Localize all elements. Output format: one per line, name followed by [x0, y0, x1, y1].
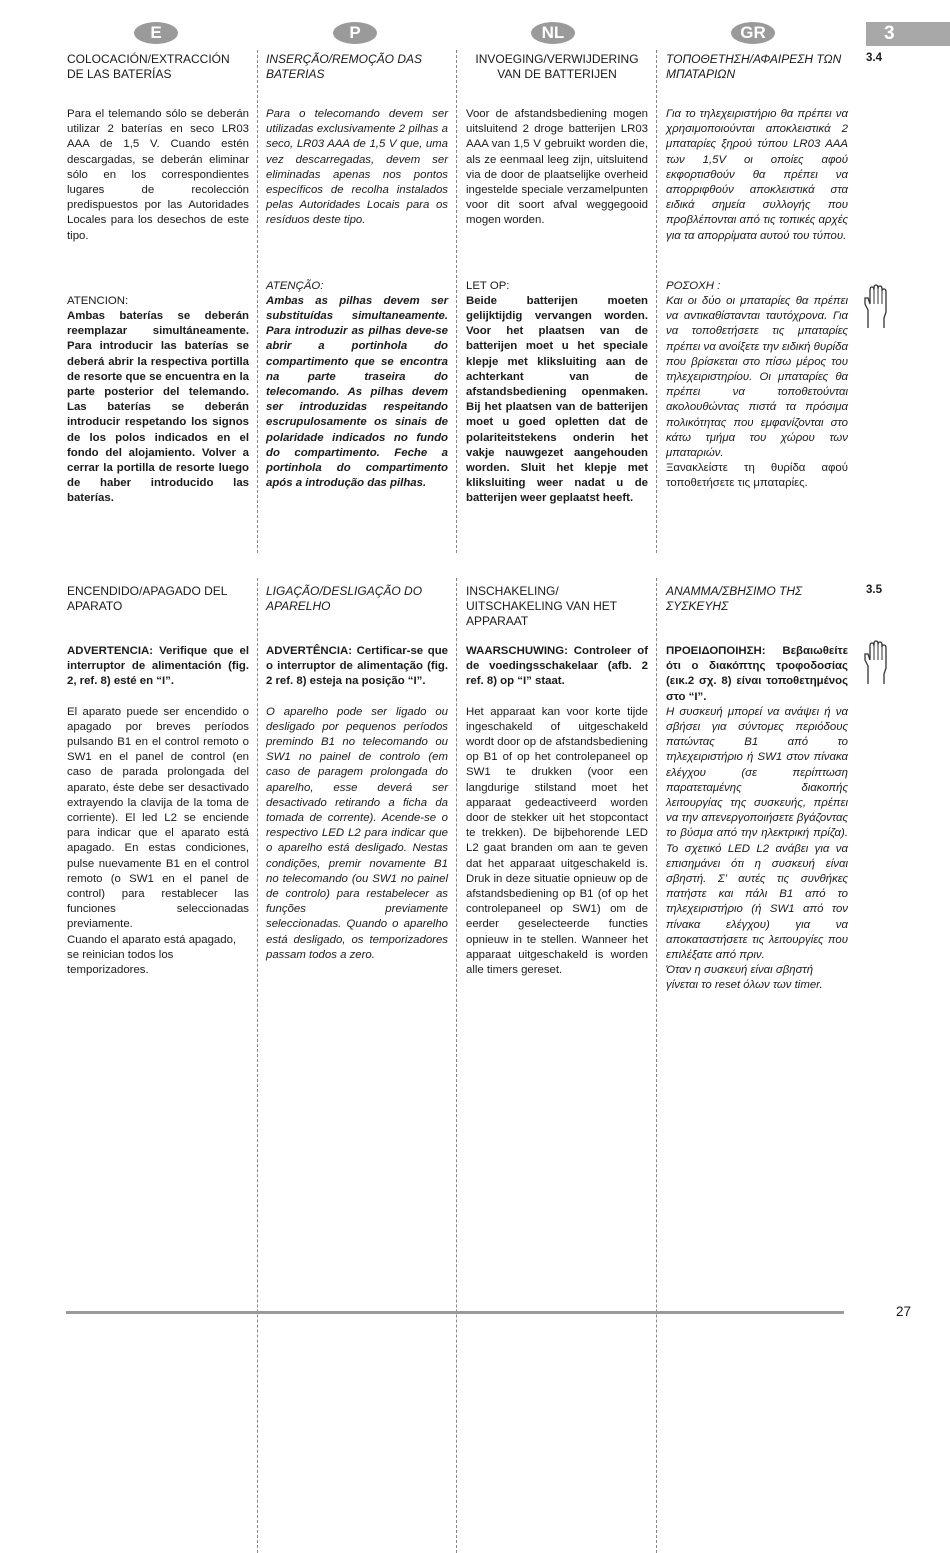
- warning: WAARSCHUWING: Controleer of de voedingsschakelaar (afb. 2 ref. 8) op “I” staat.: [466, 645, 648, 688]
- section-title: LIGAÇÃO/DESLIGAÇÃO DO APARELHO: [266, 584, 423, 613]
- warning-title: LET OP:: [466, 279, 510, 292]
- page-number: 27: [896, 1304, 912, 1319]
- column-separator: [456, 578, 457, 1553]
- warning-body: Ambas as pilhas devem ser substituídas simultaneamente. Para introduzir as pilhas deve-se abrir a portinhola do compartimento que se encontra na parte traseira do telecomando. As pilhas devem ser introduzidas respeitando escrupulosamente os sinais de polaridade indicados no fundo do compartimento. Feche a portinhola do compartimento após a introdução das pilhas.: [266, 294, 448, 490]
- section-number: 3.4: [866, 52, 882, 64]
- section-number: 3.5: [866, 584, 882, 596]
- chapter-tab: 3: [866, 22, 950, 46]
- warning-tail: Ξανακλείστε τη θυρίδα αφού τοποθετήσετε τις μπαταρίες.: [666, 462, 848, 490]
- warning-title: ATENÇÃO:: [266, 279, 324, 292]
- column-separator: [257, 50, 258, 553]
- column-separator: [656, 578, 657, 1553]
- paragraph: El aparato puede ser encendido o apagado por breves períodos pulsando B1 en el control remoto o SW1 en el panel de control (en caso de parada prolongada del aparato, éste debe ser desactivado extrayendo la clavija de la toma de corriente). El led L2 se enciende para indicar que el aparato está apagado. En estas condiciones, pulse nuevamente B1 en el control remoto (o SW1 en el panel de control) para restablecer las funciones seleccionadas previamente.: [67, 705, 249, 931]
- warning-title: ATENCION:: [67, 294, 129, 307]
- warning: ADVERTENCIA: Verifique que el interruptor de alimentación (fig. 2, ref. 8) esté en “I”.: [67, 645, 249, 688]
- section-title: INSCHAKELING/ UITSCHAKELING VAN HET APPARAAT: [466, 584, 617, 628]
- warning: ADVERTÊNCIA: Certificar-se que o interruptor de alimentação (fig. 2 ref. 8) esteja na posição “I”.: [266, 645, 448, 688]
- paragraph: Voor de afstandsbediening mogen uitsluitend 2 droge batterijen LR03 AAA van 1,5 V gebruikt worden die, als ze eenmaal leeg zijn, uitsluitend via de door de plaatselijke overheid ingestelde speciale verzamelpunten voor dit soort afval weggegooid mogen worden.: [466, 108, 648, 227]
- section-title: INSERÇÃO/REMOÇÃO DAS BATERIAS: [266, 52, 423, 81]
- section-title: INVOEGING/VERWIJDERING VAN DE BATTERIJEN: [475, 52, 639, 81]
- section-3-5-es: [67, 584, 249, 978]
- hand-icon: [862, 284, 890, 328]
- section-title: ΑΝΑΜΜΑ/ΣΒΗΣΙΜΟ ΤΗΣ ΣΥΣΚΕΥΗΣ: [666, 584, 803, 613]
- warning-title: ΡΟΣΟΧΗ :: [666, 279, 721, 292]
- paragraph: Para el telemando sólo se deberán utilizar 2 baterías en seco LR03 AAA de 1,5 V. Cuando estén descargadas, se deberán eliminar sólo en los correspondientes lugares de recolección predispuestos por las Autoridades Locales para los desechos de este tipo.: [67, 108, 249, 242]
- section-title: ENCENDIDO/APAGADO DEL APARATO: [67, 584, 228, 613]
- paragraph: Het apparaat kan voor korte tijde ingeschakeld of uitgeschakeld wordt door op de afstandsbediening op B1 of op het controlepaneel op SW1 te drukken (voor een langdurige stilstand moet het apparaat gedeactiveerd worden door de stekker uit het stopcontact te trekken). De bijbehorende LED L2 gaat branden om aan te geven dat het apparaat uitgeschakeld is. Druk in deze situatie opnieuw op de afstandsbediening op B1 (of op het controlepaneel op SW1) om de eerder geselecteerde functies opnieuw in te stellen. Wanneer het apparaat uitgeschakeld is worden alle timers gereset.: [466, 705, 648, 977]
- section-3-5-nl: [466, 584, 648, 978]
- paragraph: Όταν η συσκευή είναι σβηστή γίνεται το reset όλων των timer.: [666, 964, 823, 992]
- paragraph: Η συσκευή μπορεί να ανάψει ή να σβήσει για σύντομες περιόδους πατώντας B1 από το τηλεχειριστήριο ή SW1 στον πίνακα ελέγχου (σε περίπτωση παρατεταμένης διακοπής λειτουργίας της συσκευής, πρέπει να την απενεργοποιήσετε βγάζοντας το βύσμα από την ηλεκτρική πρίζα). Το σχετικό LED L2 ανάβει για να επισημάνει ότι η συσκευή είναι σβηστή. Σ’ αυτές τις συνθήκες πατήστε και πάλι B1 από το τηλεχειριστήριο (ή SW1 από τον πίνακα ελέγχου) για να αποκαταστήσετε τις λειτουργίες που επιλέξατε από πριν.: [666, 705, 848, 962]
- paragraph: O aparelho pode ser ligado ou desligado por pequenos períodos premindo B1 no telecomando ou SW1 no painel de controlo (em caso de paragem prolongada do aparelho, esse deverá ser desactivado retirando a ficha da tomada de corrente). Acende-se o respectivo LED L2 para indicar que o aparelho está desligado. Nestas condições, premir novamente B1 no telecomando (ou SW1 no painel de controlo) para restabelecer as funções previamente seleccionadas. Quando o aparelho está desligado, os temporizadores passam todos a zero.: [266, 705, 448, 961]
- section-title: ΤΟΠΟΘΕΤΗΣΗ/ΑΦΑΙΡΕΣΗ ΤΩΝ ΜΠΑΤΑΡΙΩΝ: [666, 52, 842, 81]
- section-3-4-pt: [266, 52, 448, 491]
- section-3-4-nl: [466, 52, 648, 507]
- section-3-5-gr: [666, 584, 848, 994]
- section-3-4-es: [67, 52, 249, 507]
- paragraph: Para o telecomando devem ser utilizadas exclusivamente 2 pilhas a seco, LR03 AAA de 1,5 V que, uma vez descarregadas, devem ser eliminadas apenas nos pontos específicos de recolha instalados pelas Autoridades Locais para os resíduos deste tipo.: [266, 108, 448, 227]
- tab-portuguese: P: [333, 22, 377, 44]
- warning-body: Και οι δύο οι μπαταρίες θα πρέπει να αντικαθίστανται ταυτόχρονα. Για να τοποθετήσετε τις μπαταρίες πρέπει να ανοίξετε την ειδική θυρίδα που βρίσκεται στο πίσω μέρος του τηλεχειριστηρίου. Οι μπαταρίες θα πρέπει να τοποθετούνται ακολουθώντας πιστά τα πρόσιμα πολικότητας που εμφανίζονται στο κάτω τμήμα του χώρου των μπαταριών.: [666, 295, 848, 460]
- paragraph: Cuando el aparato está apagado, se reinician todos los temporizadores.: [67, 933, 237, 977]
- section-3-5-pt: [266, 584, 448, 963]
- hand-icon: [862, 640, 890, 684]
- tab-spanish: E: [134, 22, 178, 44]
- tab-greek: GR: [731, 22, 775, 44]
- warning-body: Ambas baterías se deberán reemplazar simultáneamente. Para introducir las baterías se deberá abrir la respectiva portilla de resorte que se encuentra en la parte posterior del telemando. Las baterías se deberán introducir respetando los signos de los polos indicados en el fondo del alojamiento. Volver a cerrar la portilla de resorte luego de haber introducido las baterías.: [67, 310, 249, 505]
- footer-rule: [66, 1311, 844, 1314]
- tab-dutch: NL: [531, 22, 575, 44]
- column-separator: [456, 50, 457, 553]
- paragraph: Για το τηλεχειριστήριο θα πρέπει να χρησιμοποιούνται αποκλειστικά 2 μπαταρίες ξηρού τύπου LR03 AAA των 1,5V οι οποίες αφού εκφορτισθούν θα πρέπει να απορριφθούν αποκλειστικά στα ειδικά σημεία συλλογής που προβλέπονται από τις τοπικές αρχές για τα απορρίματα αυτού του τύπου.: [666, 108, 848, 242]
- column-separator: [257, 578, 258, 1553]
- column-separator: [656, 50, 657, 553]
- section-title: COLOCACIÓN/EXTRACCIÓN DE LAS BATERÍAS: [67, 52, 230, 81]
- section-3-4-gr: [666, 52, 848, 492]
- warning: ΠΡΟΕΙΔΟΠΟΙΗΣΗ: Βεβαιωθείτε ότι ο διακόπτης τροφοδοσίας (εικ.2 σχ. 8) είναι τοποθετημένος στο “I”.: [666, 645, 848, 703]
- warning-body: Beide batterijen moeten gelijktijdig vervangen worden. Voor het plaatsen van de batterijen moet u het speciale klepje met kliksluiting aan de achterkant van de afstandsbediening openmaken. Bij het plaatsen van de batterijen moet u goed opletten dat de polariteitstekens onderin het vakje nauwgezet aangehouden worden. Sluit het klepje met kliksluiting weer nadat u de batterijen weer geplaatst heeft.: [466, 294, 648, 505]
